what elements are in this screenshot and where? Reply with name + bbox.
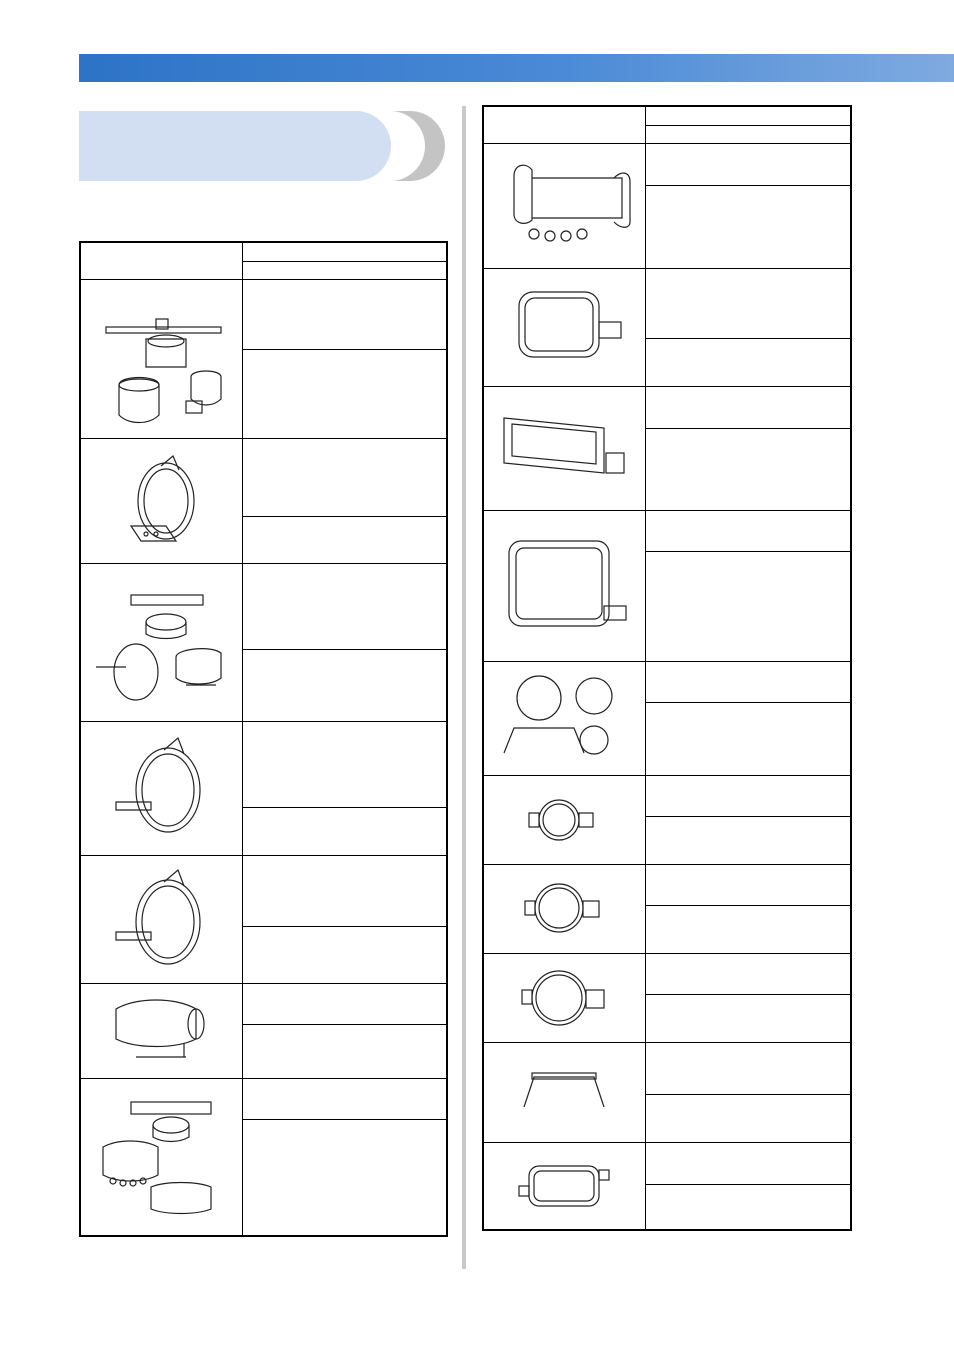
table-cell	[645, 953, 851, 994]
table-row-image	[80, 855, 242, 983]
table-row-image	[483, 1042, 645, 1142]
table-cell	[242, 721, 447, 807]
table-row-image	[483, 1142, 645, 1230]
table-cell	[645, 661, 851, 702]
table-cell	[645, 864, 851, 905]
cylinder-frame-set-icon	[91, 1087, 231, 1227]
frame-holder-icon	[514, 1067, 614, 1117]
table-row-image	[80, 563, 242, 721]
table-cell	[645, 702, 851, 775]
table-cell	[242, 438, 447, 516]
table-cell	[645, 428, 851, 510]
table-row-image	[80, 279, 242, 438]
table-row-image	[483, 775, 645, 864]
column-divider	[462, 106, 466, 1269]
table-row-image	[80, 983, 242, 1078]
table-cell	[242, 1078, 447, 1119]
table-cell	[645, 551, 851, 661]
table-cell	[645, 268, 851, 338]
table-cell	[242, 649, 447, 721]
right-header-col2	[645, 125, 851, 143]
table-cell	[645, 1184, 851, 1230]
table-row-image	[483, 386, 645, 510]
table-cell	[645, 185, 851, 268]
table-cell	[645, 1042, 851, 1094]
cylinder-frame-icon	[106, 991, 216, 1071]
table-cell	[242, 1119, 447, 1236]
section-tab	[79, 111, 445, 181]
table-row-image	[483, 268, 645, 386]
table-row-image	[483, 953, 645, 1042]
table-row-image	[483, 661, 645, 775]
table-cell	[645, 338, 851, 386]
table-cell	[645, 905, 851, 953]
table-cell	[242, 807, 447, 855]
table-cell	[645, 143, 851, 185]
table-row-image	[80, 721, 242, 855]
table-cell	[242, 1024, 447, 1078]
round-frame-small-icon	[524, 785, 604, 855]
table-cell	[242, 563, 447, 649]
table-cell	[242, 279, 447, 349]
table-cell	[242, 349, 447, 438]
cap-frame-icon	[111, 446, 211, 556]
left-header-col1	[242, 242, 447, 261]
section-tab-label	[79, 111, 391, 181]
table-row-image	[483, 864, 645, 953]
table-row-image	[80, 1078, 242, 1236]
table-row-image	[80, 438, 242, 563]
left-spec-table	[79, 241, 448, 1237]
table-cell	[242, 855, 447, 926]
table-cell	[645, 1142, 851, 1184]
border-frame-icon	[494, 398, 634, 498]
round-frame-large-icon	[514, 958, 614, 1038]
rectangular-frame-small-icon	[499, 282, 629, 372]
wide-cap-frame-icon	[106, 728, 216, 848]
wide-cap-frame-set-icon	[86, 567, 236, 717]
table-cell	[242, 516, 447, 563]
jumbo-frame-icon	[494, 531, 634, 641]
table-cell	[242, 983, 447, 1024]
flat-frame-icon	[514, 1156, 614, 1216]
table-cell	[645, 816, 851, 864]
round-frame-set-icon	[494, 668, 634, 768]
table-cell	[645, 775, 851, 816]
left-header-col2	[242, 261, 447, 279]
right-header-part	[483, 106, 645, 143]
right-header-col1	[645, 106, 851, 125]
table-row-image	[483, 143, 645, 268]
table-cell	[645, 510, 851, 551]
table-cell	[645, 386, 851, 428]
right-spec-table	[482, 105, 852, 1231]
wide-cap-frame-large-icon	[106, 862, 216, 977]
table-cell	[645, 994, 851, 1042]
table-cell	[645, 1094, 851, 1142]
table-cell	[242, 926, 447, 983]
left-header-part	[80, 242, 242, 279]
cylinder-frame-side-icon	[494, 156, 634, 256]
cap-frame-set-icon	[91, 289, 231, 429]
round-frame-medium-icon	[519, 871, 609, 946]
header-bar	[79, 54, 954, 82]
table-row-image	[483, 510, 645, 661]
